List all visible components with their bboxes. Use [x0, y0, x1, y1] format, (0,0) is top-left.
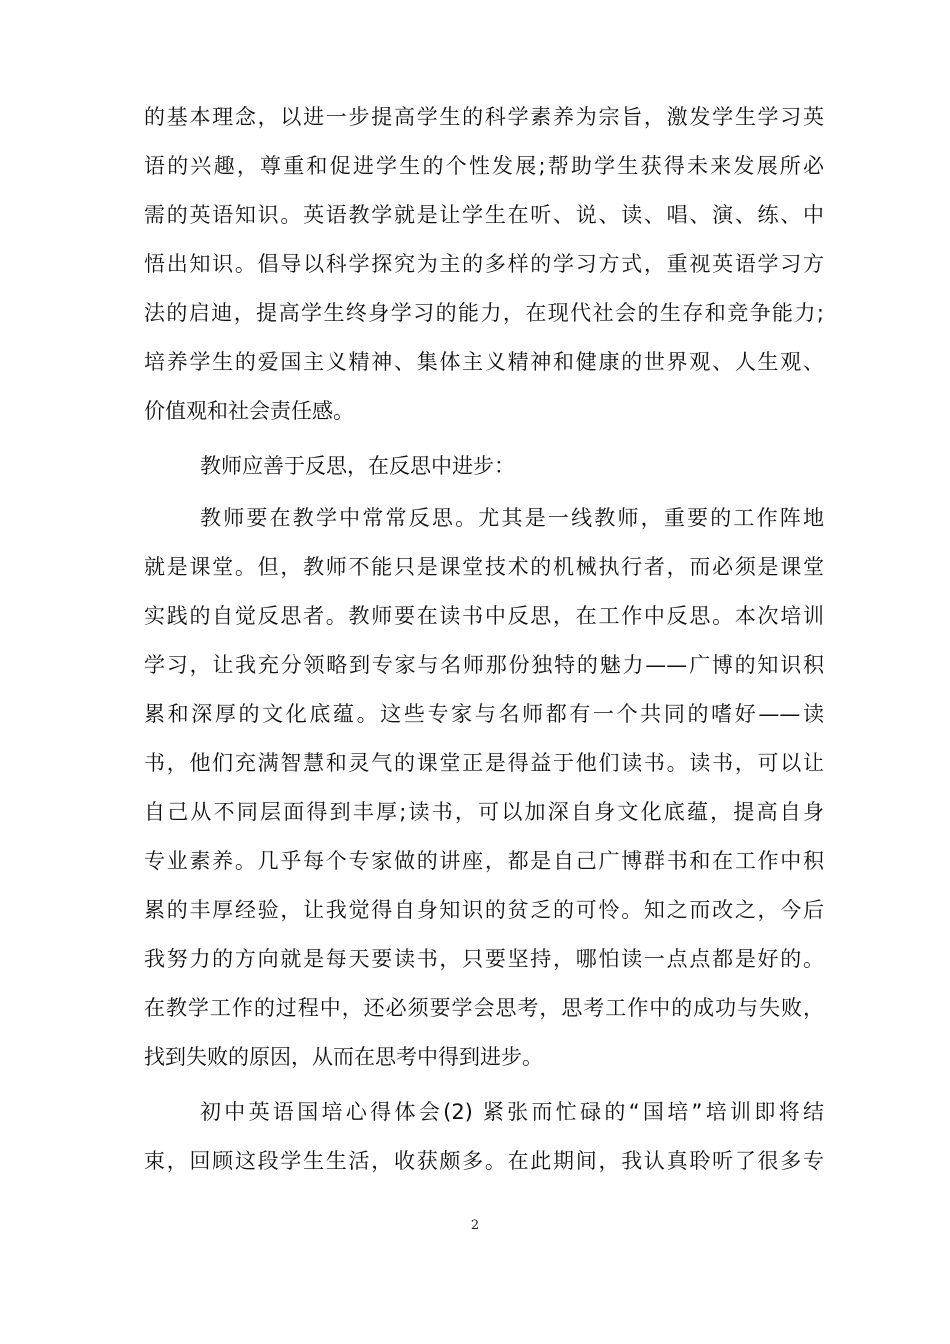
paragraph-3-line-12: 找到失败的原因，从而在思考中得到进步。: [144, 1045, 543, 1069]
paragraph-1-line-4: 悟出知识。倡导以科学探究为主的多样的学习方式，重视英语学习方: [144, 252, 824, 276]
paragraph-3-line-10: 我努力的方向就是每天要读书，只要坚持，哪怕读一点点都是好的。: [144, 947, 824, 971]
paragraph-3-line-6: 书，他们充满智慧和灵气的课堂正是得益于他们读书。读书，可以让: [144, 751, 824, 775]
paragraph-4-line-1: 初中英语国培心得体会(2) 紧张而忙碌的“国培”培训即将结: [200, 1100, 824, 1124]
paragraph-1-line-5: 法的启迪，提高学生终身学习的能力，在现代社会的生存和竞争能力;: [144, 301, 824, 325]
paragraph-1-line-3: 需的英语知识。英语教学就是让学生在听、说、读、唱、演、练、中: [144, 203, 824, 227]
paragraph-3-line-7: 自己从不同层面得到丰厚;读书，可以加深自身文化底蕴，提高自身: [144, 800, 824, 824]
paragraph-3-line-5: 累和深厚的文化底蕴。这些专家与名师都有一个共同的嗜好——读: [144, 702, 824, 726]
paragraph-3-line-2: 就是课堂。但，教师不能只是课堂技术的机械执行者，而必须是课堂: [144, 555, 824, 579]
paragraph-3-line-3: 实践的自觉反思者。教师要在读书中反思，在工作中反思。本次培训: [144, 604, 824, 628]
paragraph-1-line-7: 价值观和社会责任感。: [144, 399, 354, 423]
paragraph-1-line-1: 的基本理念，以进一步提高学生的科学素养为宗旨，激发学生学习英: [144, 105, 824, 129]
section-heading: 教师应善于反思，在反思中进步：: [200, 454, 515, 478]
paragraph-3-line-11: 在教学工作的过程中，还必须要学会思考，思考工作中的成功与失败，: [144, 996, 824, 1020]
paragraph-1-line-6: 培养学生的爱国主义精神、集体主义精神和健康的世界观、人生观、: [144, 350, 824, 374]
paragraph-3-line-4: 学习，让我充分领略到专家与名师那份独特的魅力——广博的知识积: [144, 653, 824, 677]
paragraph-1-line-2: 语的兴趣，尊重和促进学生的个性发展;帮助学生获得未来发展所必: [144, 154, 824, 178]
paragraph-3-line-8: 专业素养。几乎每个专家做的讲座，都是自己广博群书和在工作中积: [144, 849, 824, 873]
paragraph-3-line-1: 教师要在教学中常常反思。尤其是一线教师，重要的工作阵地: [200, 506, 824, 530]
paragraph-4-line-2: 束，回顾这段学生生活，收获颇多。在此期间，我认真聆听了很多专: [144, 1149, 824, 1173]
paragraph-3-line-9: 累的丰厚经验，让我觉得自身知识的贫乏的可怜。知之而改之，今后: [144, 898, 824, 922]
page-number: 2: [470, 1218, 480, 1233]
